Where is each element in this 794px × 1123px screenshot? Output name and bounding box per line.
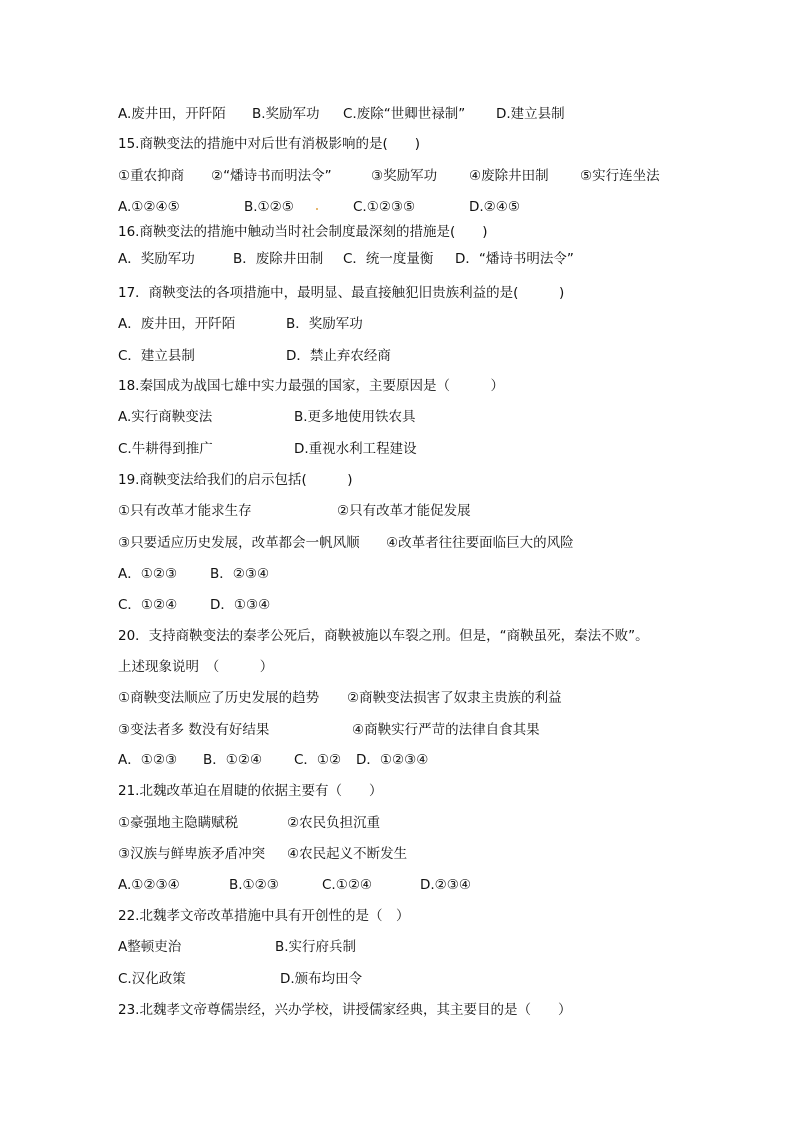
- text-line: [0, 720, 794, 740]
- text-line: [0, 969, 794, 989]
- text-line: [0, 657, 794, 677]
- option-text: D.②④⑤: [469, 199, 520, 215]
- line-text: ①只有改革才能求生存: [118, 503, 252, 519]
- option-text: B.实行府兵制: [275, 939, 357, 955]
- option-text: ②商鞅变法损害了奴隶主贵族的利益: [347, 690, 562, 706]
- text-line: [0, 501, 794, 521]
- option-text: D.②③④: [420, 877, 471, 893]
- line-text: C.牛耕得到推广: [118, 441, 213, 457]
- line-text: A.废井田，开阡陌: [118, 106, 226, 122]
- option-text: ④农民起义不断发生: [287, 846, 408, 862]
- option-text: ④改革者往往要面临巨大的风险: [386, 535, 574, 551]
- option-text: B．废除井田制: [233, 251, 324, 267]
- line-text: 21.北魏改革迫在眉睫的依据主要有（ ）: [118, 783, 383, 799]
- option-text: ②农民负担沉重: [287, 815, 381, 831]
- option-text: D．①②③④: [356, 752, 429, 768]
- text-line: [0, 533, 794, 553]
- option-text: C.废除“世卿世禄制”: [343, 106, 466, 122]
- line-text: A．①②③: [118, 566, 178, 582]
- line-text: A．奖励军功: [118, 251, 195, 267]
- line-text: 16.商鞅变法的措施中触动当时社会制度最深刻的措施是( ): [118, 224, 488, 240]
- text-line: [0, 564, 794, 584]
- option-text: ⑤实行连坐法: [580, 168, 660, 184]
- text-line: [0, 197, 794, 217]
- line-text: A．①②③: [118, 752, 178, 768]
- text-line: [0, 376, 794, 396]
- text-line: [0, 626, 794, 646]
- option-text: ③奖励军功: [371, 168, 438, 184]
- text-line: [0, 346, 794, 366]
- option-text: B.奖励军功: [252, 106, 320, 122]
- line-text: 22.北魏孝文帝改革措施中具有开创性的是（ ）: [118, 908, 410, 924]
- option-text: B．②③④: [210, 566, 270, 582]
- option-text: C.①②④: [322, 877, 373, 893]
- line-text: A.①②③④: [118, 877, 180, 893]
- text-line: [0, 407, 794, 427]
- line-text: ①重农抑商: [118, 168, 185, 184]
- option-text: D.颁布均田令: [280, 971, 363, 987]
- line-text: 上述现象说明 （ ）: [118, 659, 274, 675]
- text-line: [0, 781, 794, 801]
- text-line: [0, 813, 794, 833]
- option-text: ②只有改革才能促发展: [337, 503, 471, 519]
- line-text: C．①②④: [118, 597, 178, 613]
- text-line: [0, 222, 794, 242]
- line-text: ①豪强地主隐瞒赋税: [118, 815, 239, 831]
- text-line: [0, 166, 794, 186]
- option-text: D.重视水利工程建设: [294, 441, 417, 457]
- option-text: B．①②④: [203, 752, 263, 768]
- line-text: A．废井田，开阡陌: [118, 316, 236, 332]
- line-text: A.①②④⑤: [118, 199, 180, 215]
- text-line: [0, 249, 794, 269]
- option-text: B．奖励军功: [286, 316, 363, 332]
- text-line: [0, 844, 794, 864]
- line-text: 20．支持商鞅变法的秦孝公死后，商鞅被施以车裂之刑。但是，“商鞅虽死，秦法不败”。: [118, 628, 649, 644]
- option-text: D．禁止弃农经商: [286, 348, 391, 364]
- option-text: B.①②⑤: [244, 199, 294, 215]
- option-text: B.更多地使用铁农具: [294, 409, 416, 425]
- line-text: C.汉化政策: [118, 971, 186, 987]
- option-text: D.建立县制: [496, 106, 565, 122]
- text-line: [0, 750, 794, 770]
- text-line: [0, 595, 794, 615]
- line-text: ③变法者多 数没有好结果: [118, 722, 270, 738]
- line-text: C．建立县制: [118, 348, 195, 364]
- text-line: [0, 906, 794, 926]
- line-text: 19.商鞅变法给我们的启示包括( ): [118, 472, 353, 488]
- text-line: [0, 104, 794, 124]
- text-line: [0, 688, 794, 708]
- line-text: 15.商鞅变法的措施中对后世有消极影响的是( ): [118, 136, 421, 152]
- text-line: [0, 314, 794, 334]
- option-text: D．“燔诗书明法令”: [455, 251, 574, 267]
- line-text: 18.秦国成为战国七雄中实力最强的国家，主要原因是（ ）: [118, 378, 504, 394]
- option-text: D．①③④: [210, 597, 271, 613]
- text-line: [0, 1000, 794, 1020]
- line-text: 23.北魏孝文帝尊儒崇经，兴办学校，讲授儒家经典，其主要目的是（ ）: [118, 1002, 572, 1018]
- text-line: [0, 283, 794, 303]
- option-text: ④商鞅实行严苛的法律自食其果: [352, 722, 540, 738]
- line-text: A.实行商鞅变法: [118, 409, 213, 425]
- text-line: [0, 134, 794, 154]
- option-text: C.①②③⑤: [353, 199, 416, 215]
- line-text: ①商鞅变法顺应了历史发展的趋势: [118, 690, 320, 706]
- option-text: C．统一度量衡: [343, 251, 434, 267]
- option-text: B.①②③: [229, 877, 279, 893]
- text-line: [0, 439, 794, 459]
- line-text: ③只要适应历史发展，改革都会一帆风顺: [118, 535, 360, 551]
- line-text: ③汉族与鲜卑族矛盾冲突: [118, 846, 266, 862]
- text-line: [0, 937, 794, 957]
- text-line: [0, 875, 794, 895]
- option-text: ②“燔诗书而明法令”: [211, 168, 332, 184]
- text-line: [0, 470, 794, 490]
- option-text: ④废除井田制: [469, 168, 549, 184]
- option-text: C．①②: [294, 752, 342, 768]
- line-text: A整顿吏治: [118, 939, 182, 955]
- line-text: 17．商鞅变法的各项措施中，最明显、最直接触犯旧贵族利益的是( ): [118, 285, 565, 301]
